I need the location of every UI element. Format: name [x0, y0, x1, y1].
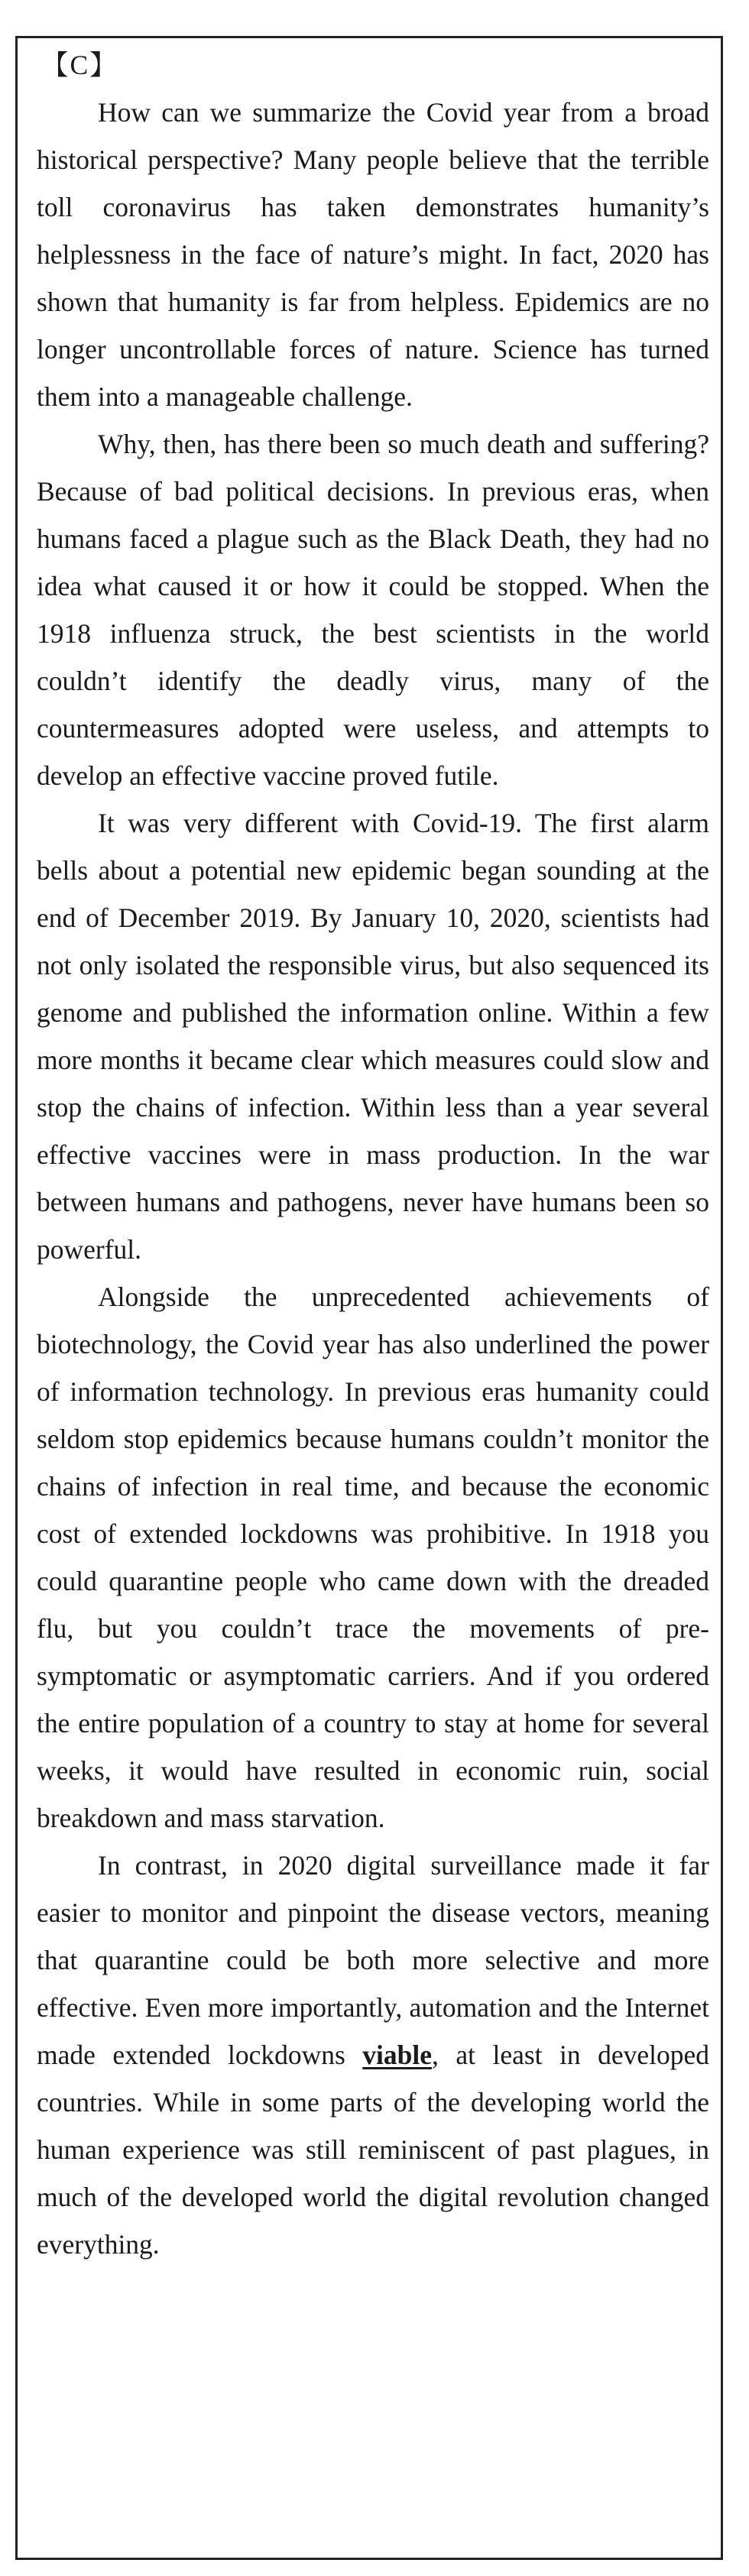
passage-label: 【C】	[41, 50, 118, 80]
passage-content	[37, 41, 709, 2268]
paragraph-4: Alongside the unprecedented achievements of biotechnology, the Covid year has also underlined the power of information technology. In previous eras humanity could seldom stop epidemics because humans couldn’t monitor the chains of infection in real time, and because the economic cost of extended lockdowns was prohibitive. In 1918 you could quarantine people who came down with the dreaded flu, but you couldn’t trace the movements of pre-symptomatic or asymptomatic carriers. And if you ordered the entire population of a country to stay at home for several weeks, it would have resulted in economic ruin, social breakdown and mass starvation.	[37, 1282, 709, 1833]
paragraph-5-after: , at least in developed countries. While in some parts of the developing world the human experience was still reminiscent of past plagues, in much of the developed world the digital revolution changed everything.	[37, 2040, 709, 2260]
underlined-word: viable	[362, 2040, 433, 2070]
paragraph-2: Why, then, has there been so much death and suffering? Because of bad political decisions. In previous eras, when humans faced a plague such as the Black Death, they had no idea what caused it or how it could be stopped. When the 1918 influenza struck, the best scientists in the world couldn’t identify the deadly virus, many of the countermeasures adopted were useless, and attempts to develop an effective vaccine proved futile.	[37, 429, 709, 791]
paragraph-1: How can we summarize the Covid year from a broad historical perspective? Many people believe that the terrible toll coronavirus has taken demonstrates humanity’s helplessness in the face of nature’s might. In fact, 2020 has shown that humanity is far from helpless. Epidemics are no longer uncontrollable forces of nature. Science has turned them into a manageable challenge.	[37, 97, 709, 412]
paragraph-5-before: In contrast, in 2020 digital surveillance made it far easier to monitor and pinpoint the disease vectors, meaning that quarantine could be both more selective and more effective. Even more importantly, automation and the Internet made extended lockdowns	[37, 1850, 709, 2070]
paragraph-5	[37, 1842, 709, 2268]
paragraph-3: It was very different with Covid-19. The first alarm bells about a potential new epidemic began sounding at the end of December 2019. By January 10, 2020, scientists had not only isolated the responsible virus, but also sequenced its genome and published the information online. Within a few more months it became clear which measures could slow and stop the chains of infection. Within less than a year several effective vaccines were in mass production. In the war between humans and pathogens, never have humans been so powerful.	[37, 808, 709, 1265]
